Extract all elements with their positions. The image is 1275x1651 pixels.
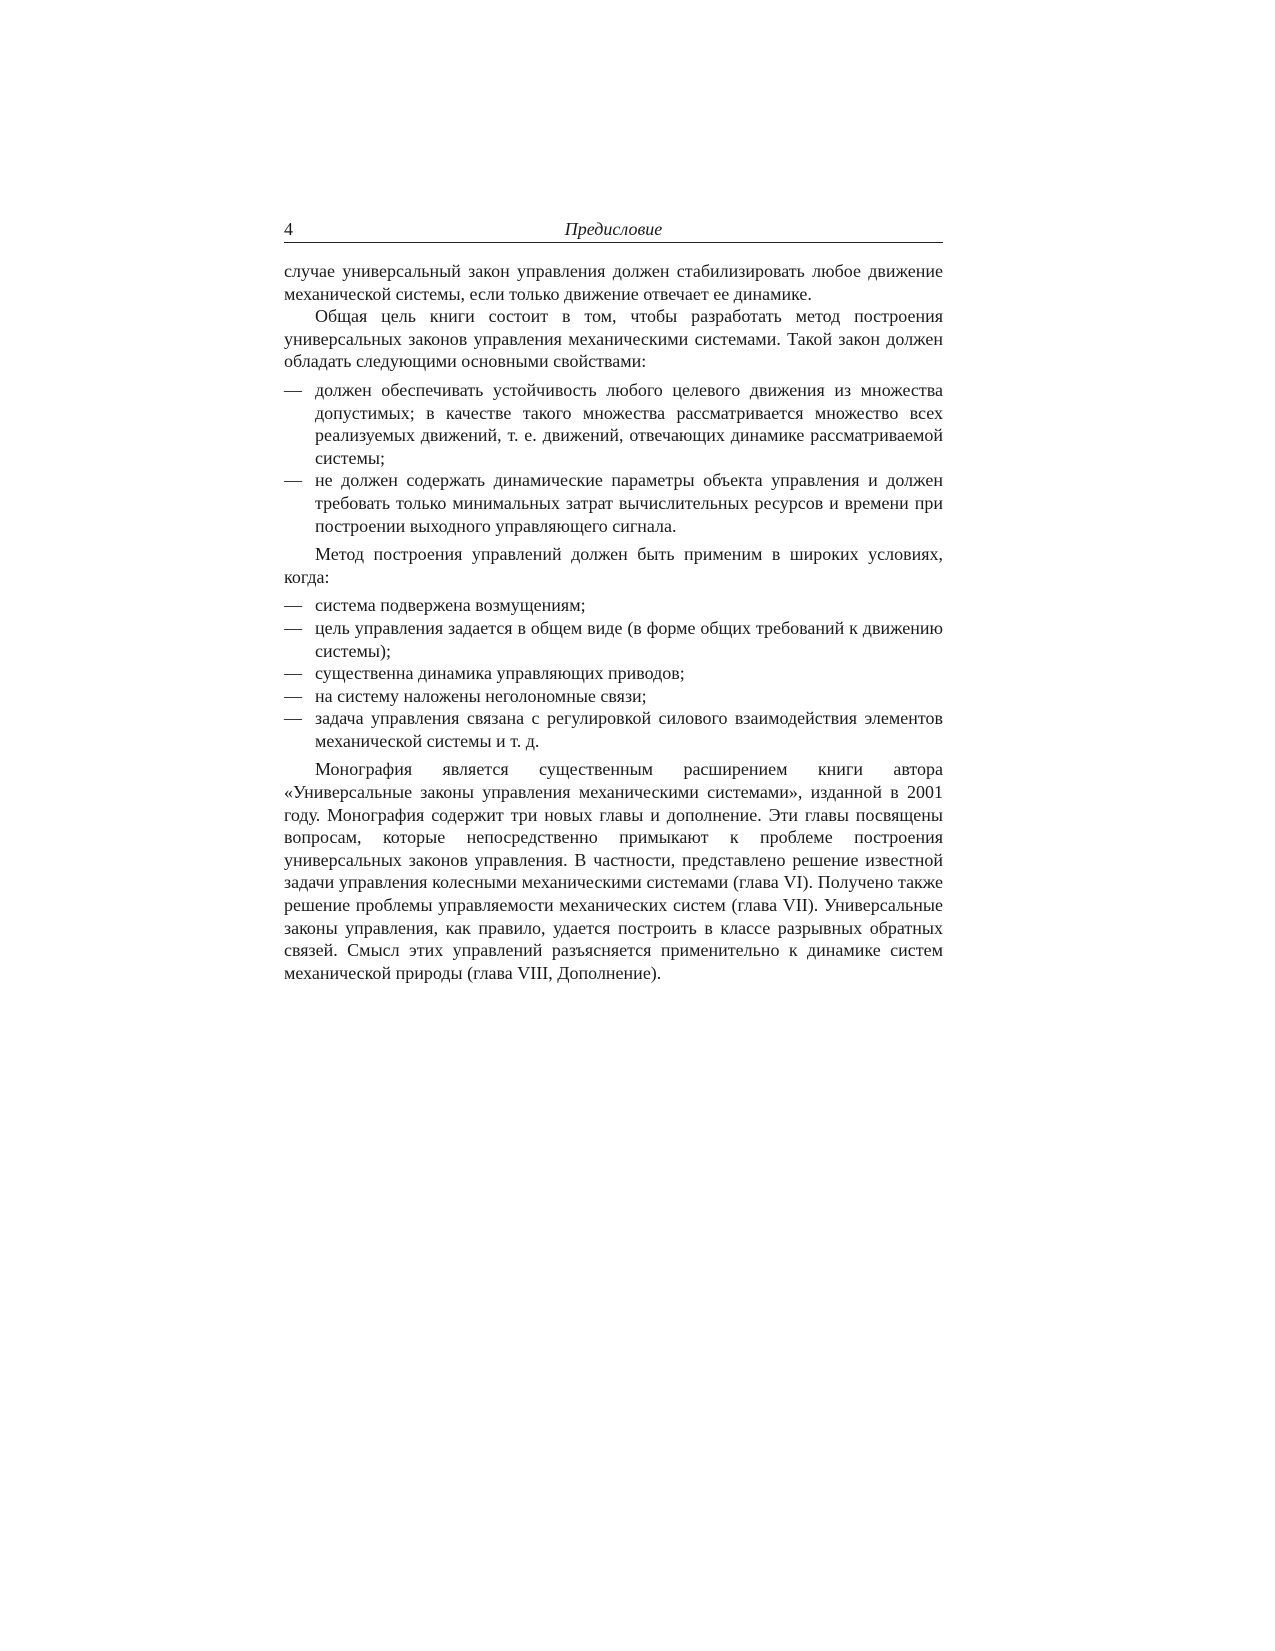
list-item-text: должен обеспечивать устойчивость любого целевого движения из множества допустимых; в качестве такого множества рассматривается множество всех реализуемых движений, т. е. движений, отвечающих динамике рассматриваемой системы; [315, 379, 943, 468]
list-item [284, 617, 943, 662]
list-item [284, 469, 943, 537]
properties-list [284, 379, 943, 537]
list-item-text: существенна динамика управляющих приводов; [315, 663, 685, 684]
list-item-text: не должен содержать динамические параметры объекта управления и должен требовать только минимальных затрат вычислительных ресурсов и времени при построении выходного управляющего сигнала. [315, 470, 943, 536]
list-item [284, 707, 943, 752]
book-page [284, 218, 943, 984]
dash-marker: — [284, 685, 302, 706]
list-item [284, 594, 943, 617]
page-number: 4 [284, 219, 293, 239]
list-item-text: цель управления задается в общем виде (в форме общих требований к движению системы); [315, 617, 943, 661]
paragraph-continuation: случае универсальный закон управления должен стабилизировать любое движение механической системы, если только движение отвечает ее динамике. [284, 261, 943, 304]
running-title: Предисловие [564, 219, 663, 239]
paragraph-goal: Общая цель книги состоит в том, чтобы разработать метод построения универсальных законов управления механическими системами. Такой закон должен обладать следующими основными свойствами: [284, 306, 943, 372]
list-item [284, 662, 943, 685]
dash-marker: — [284, 379, 302, 400]
list-item [284, 685, 943, 708]
paragraph-method: Метод построения управлений должен быть применим в широких условиях, когда: [284, 544, 943, 587]
conditions-list [284, 594, 943, 752]
dash-marker: — [284, 595, 302, 616]
dash-marker: — [284, 663, 302, 684]
list-item [284, 379, 943, 469]
list-item-text: задача управления связана с регулировкой силового взаимодействия элементов механической системы и т. д. [315, 708, 943, 751]
body-text [284, 260, 943, 984]
list-item-text: система подвержена возмущениям; [315, 595, 586, 616]
paragraph-monograph: Монография является существенным расширением книги автора «Универсальные законы управления механическими системами», изданной в 2001 году. Монография содержит три новых главы и дополнение. Эти главы посвящены вопросам, которые непосредственно примыкают к проблеме построения универсальных законов управления. В частности, представлено решение известной задачи управления колесными механическими системами (глава VI). Получено также решение проблемы управляемости механических систем (глава VII). Универсальные законы управления, как правило, удается построить в классе разрывных обратных связей. Смысл этих управлений разъясняется применительно к динамике систем механической природы (глава VIII, Дополнение). [284, 759, 943, 983]
running-head [284, 218, 943, 243]
dash-marker: — [284, 617, 302, 638]
list-item-text: на систему наложены неголономные связи; [315, 685, 647, 706]
dash-marker: — [284, 470, 302, 491]
dash-marker: — [284, 708, 302, 729]
